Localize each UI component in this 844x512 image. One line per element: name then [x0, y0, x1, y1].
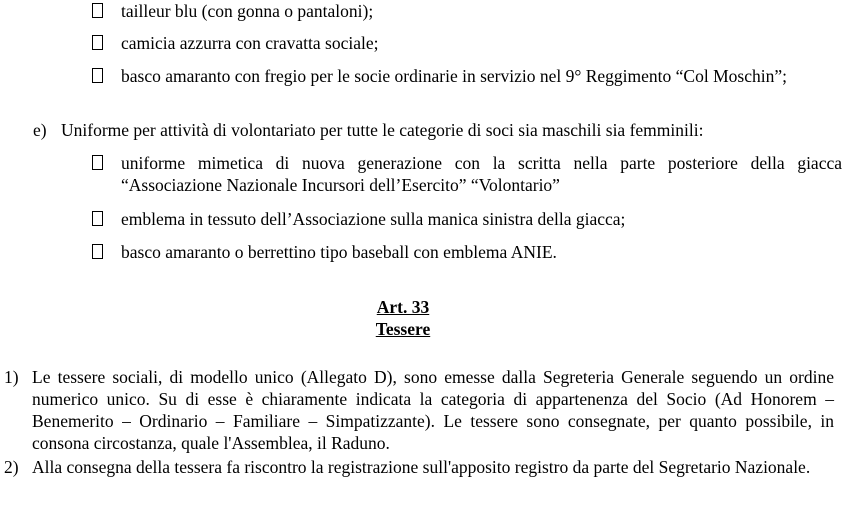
checkbox-bullet-icon	[92, 3, 103, 18]
checkbox-bullet-icon	[92, 211, 103, 226]
list-item-text: uniforme mimetica di nuova generazione con la scritta nella parte posteriore della giacca “Associazione Nazionale Incursori dell’Esercito” “Volontario”	[121, 153, 842, 195]
list-item	[92, 152, 842, 196]
numbered-paragraph	[4, 366, 834, 454]
numbered-paragraph	[4, 456, 834, 478]
list-item	[92, 65, 842, 87]
paragraph-number: 1)	[4, 367, 19, 387]
list-item	[92, 208, 842, 230]
list-item-text: emblema in tessuto dell’Associazione sulla manica sinistra della giacca;	[121, 209, 626, 229]
paragraph-text: Le tessere sociali, di modello unico (Allegato D), sono emesse dalla Segreteria Generale seguendo un ordine numerico unico. Su di esse è chiaramente indicata la categoria di appartenenza del Socio (Ad Honorem – Benemerito – Ordinario – Familiare – Simpatizzante). Le tessere sono consegnate, per quanto possibile, in consona circostanza, quale l'Assemblea, il Raduno.	[32, 367, 834, 453]
section-e	[33, 119, 833, 141]
article-title: Tessere	[375, 319, 431, 339]
checkbox-bullet-icon	[92, 35, 103, 50]
list-item-text: tailleur blu (con gonna o pantaloni);	[121, 1, 374, 21]
checkbox-bullet-icon	[92, 155, 103, 170]
list-item	[92, 241, 842, 263]
section-label: e)	[33, 120, 47, 140]
list-item	[92, 32, 842, 54]
list-item-text: basco amaranto con fregio per le socie ordinarie in servizio nel 9° Reggimento “Col Moschin”;	[121, 66, 787, 86]
section-text: Uniforme per attività di volontariato per tutte le categorie di soci sia maschili sia femminili:	[61, 120, 704, 140]
paragraph-number: 2)	[4, 457, 19, 477]
paragraph-text: Alla consegna della tessera fa riscontro la registrazione sull'apposito registro da parte del Segretario Nazionale.	[32, 457, 811, 477]
list-item-text: basco amaranto o berrettino tipo baseball con emblema ANIE.	[121, 242, 557, 262]
list-item	[92, 0, 842, 22]
checkbox-bullet-icon	[92, 68, 103, 83]
article-number: Art. 33	[376, 297, 430, 317]
list-item-text: camicia azzurra con cravatta sociale;	[121, 33, 379, 53]
checkbox-bullet-icon	[92, 244, 103, 259]
